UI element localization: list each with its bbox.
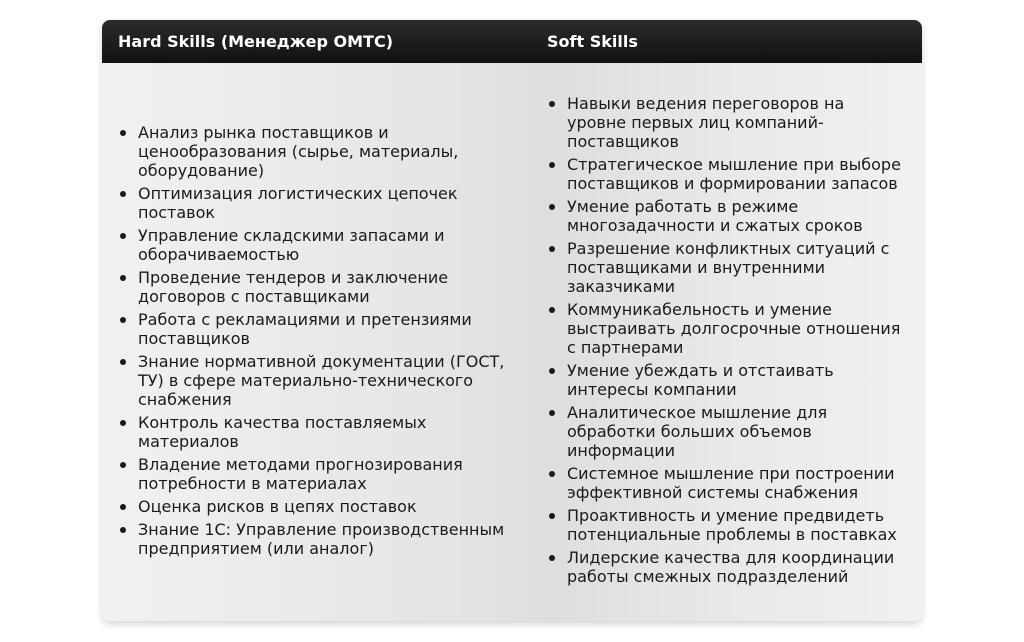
soft-skill-item: Лидерские качества для координации работы смежных подразделений (547, 548, 907, 586)
hard-skill-item: Знание нормативной документации (ГОСТ, ТУ) в сфере материально-технического снабжения (118, 352, 518, 409)
soft-skill-item: Коммуникабельность и умение выстраивать долгосрочные отношения с партнерами (547, 300, 907, 357)
hard-skills-header: Hard Skills (Менеджер ОМТС) (118, 32, 394, 51)
hard-skill-item: Знание 1С: Управление производственным предприятием (или аналог) (118, 520, 518, 558)
hard-skill-item: Оптимизация логистических цепочек поставок (118, 184, 518, 222)
soft-skill-item: Разрешение конфликтных ситуаций с поставщиками и внутренними заказчиками (547, 239, 907, 296)
soft-skill-item: Навыки ведения переговоров на уровне первых лиц компаний-поставщиков (547, 94, 907, 151)
table-body (102, 63, 922, 621)
hard-skill-item: Проведение тендеров и заключение договоров с поставщиками (118, 268, 518, 306)
hard-skill-item: Управление складскими запасами и оборачиваемостью (118, 226, 518, 264)
table-header (102, 20, 922, 63)
skills-table (102, 20, 922, 621)
hard-skills-column (118, 63, 518, 621)
hard-skill-item: Владение методами прогнозирования потребности в материалах (118, 455, 518, 493)
soft-skill-item: Аналитическое мышление для обработки больших объемов информации (547, 403, 907, 460)
soft-skill-item: Умение убеждать и отстаивать интересы компании (547, 361, 907, 399)
hard-skill-item: Работа с рекламациями и претензиями поставщиков (118, 310, 518, 348)
soft-skills-column (547, 63, 907, 621)
soft-skill-item: Умение работать в режиме многозадачности и сжатых сроков (547, 197, 907, 235)
hard-skill-item: Контроль качества поставляемых материалов (118, 413, 518, 451)
soft-skills-list (547, 94, 907, 590)
hard-skill-item: Анализ рынка поставщиков и ценообразования (сырье, материалы, оборудование) (118, 123, 518, 180)
soft-skill-item: Системное мышление при построении эффективной системы снабжения (547, 464, 907, 502)
hard-skill-item: Оценка рисков в цепях поставок (118, 497, 518, 516)
hard-skills-list (118, 123, 518, 562)
soft-skill-item: Стратегическое мышление при выборе поставщиков и формировании запасов (547, 155, 907, 193)
soft-skills-header: Soft Skills (547, 32, 638, 51)
soft-skill-item: Проактивность и умение предвидеть потенциальные проблемы в поставках (547, 506, 907, 544)
